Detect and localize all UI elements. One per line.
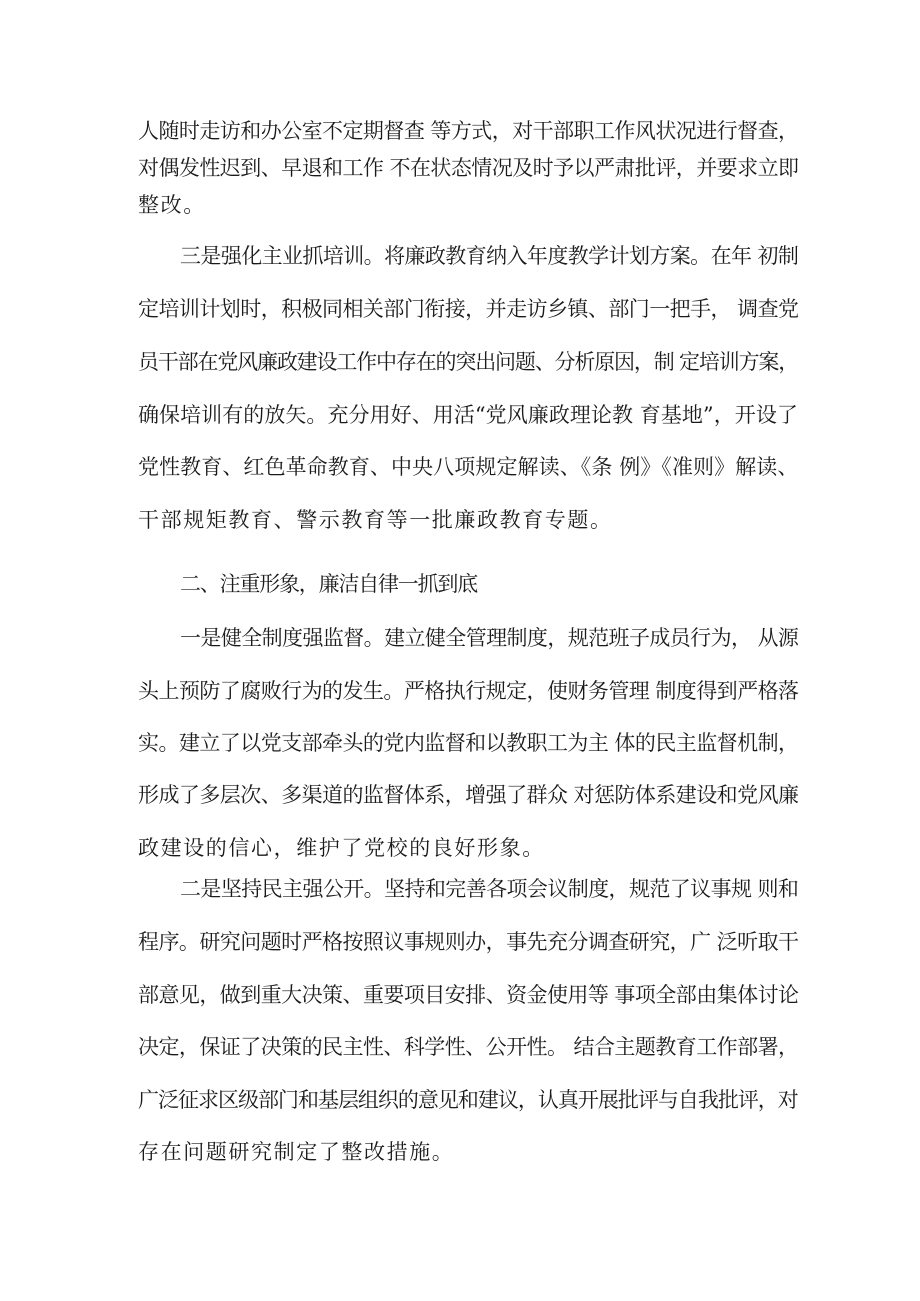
paragraph-2-line-2: 定培训计划时，积极同相关部门衔接，并走访乡镇、部门一把手， 调查党 xyxy=(138,297,799,321)
paragraph-2-line-1: 三是强化主业抓培训。将廉政教育纳入年度教学计划方案。在年 初制 xyxy=(180,244,799,268)
paragraph-5-line-4: 决定，保证了决策的民主性、科学性、公开性。 结合主题教育工作部署， xyxy=(138,1035,799,1059)
section-heading: 二、注重形象，廉洁自律一抓到底 xyxy=(180,572,477,596)
paragraph-1-line-3: 整改。 xyxy=(138,193,206,217)
paragraph-2-line-4: 确保培训有的放矢。充分用好、用活“党风廉政理论教 育基地”，开设了 xyxy=(138,403,798,427)
paragraph-5-line-3: 部意见，做到重大决策、重要项目安排、资金使用等 事项全部由集体讨论 xyxy=(138,983,799,1007)
paragraph-1-line-2: 对偶发性迟到、早退和工作 不在状态情况及时予以严肃批评，并要求立即 xyxy=(138,156,799,180)
paragraph-4-line-1: 一是健全制度强监督。建立健全管理制度，规范班子成员行为， 从源 xyxy=(180,626,799,650)
paragraph-2-line-3: 员干部在党风廉政建设工作中存在的突出问题、分析原因，制 定培训方案， xyxy=(138,350,799,374)
paragraph-2-line-5: 党性教育、红色革命教育、中央八项规定解读、《条 例》《准则》解读、 xyxy=(138,455,799,479)
paragraph-5-line-1: 二是坚持民主强公开。坚持和完善各项会议制度，规范了议事规 则和 xyxy=(180,877,799,901)
paragraph-4-line-5: 政建设的信心，维护了党校的良好形象。 xyxy=(138,836,545,860)
paragraph-4-line-2: 头上预防了腐败行为的发生。严格执行规定，使财务管理 制度得到严格落 xyxy=(138,679,799,703)
paragraph-1-line-1: 人随时走访和办公室不定期督查 等方式，对干部职工作风状况进行督查， xyxy=(138,119,799,143)
paragraph-5-line-2: 程序。研究问题时严格按照议事规则办，事先充分调查研究，广 泛听取干 xyxy=(138,930,799,954)
paragraph-4-line-3: 实。建立了以党支部牵头的党内监督和以教职工为主 体的民主监督机制， xyxy=(138,731,799,755)
paragraph-5-line-6: 存在问题研究制定了整改措施。 xyxy=(138,1140,455,1164)
paragraph-2-line-6: 干部规矩教育、警示教育等一批廉政教育专题。 xyxy=(138,508,613,532)
paragraph-4-line-4: 形成了多层次、多渠道的监督体系，增强了群众 对惩防体系建设和党风廉 xyxy=(138,783,799,807)
paragraph-5-line-5: 广泛征求区级部门和基层组织的意见和建议，认真开展批评与自我批评，对 xyxy=(138,1088,798,1112)
